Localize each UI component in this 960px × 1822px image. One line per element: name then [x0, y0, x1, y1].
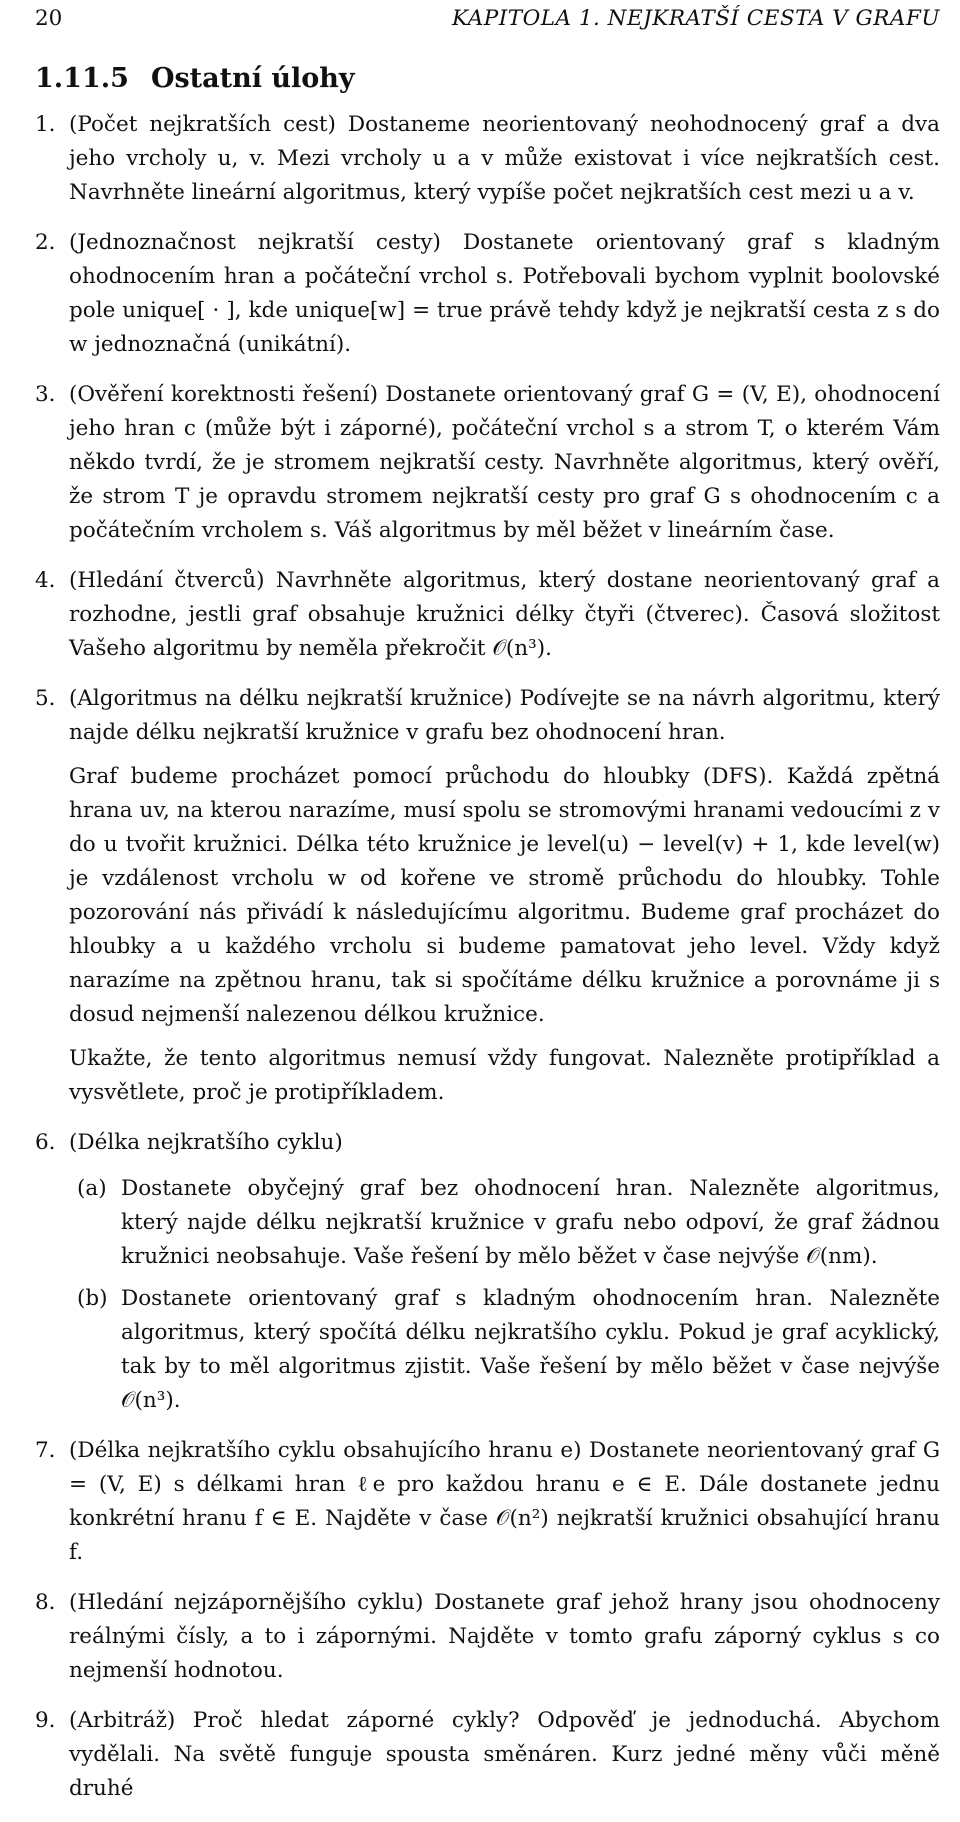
subtask-text: Dostanete orientovaný graf s kladným ohodnocením hran. Nalezněte algoritmus, který spočítá délku nejkratšího cyklu. Pokud je graf acyklický, tak by to měl algoritmus zjistit. Vaše řešení by mělo běžet v čase nejvýše 𝒪(n³). [121, 1286, 940, 1413]
section-title: Ostatní úlohy [150, 63, 355, 94]
task-number: 3. [35, 382, 56, 407]
task-paragraph: Graf budeme procházet pomocí průchodu do hloubky (DFS). Každá zpětná hrana uv, na kterou narazíme, musí spolu se stromovými hranami vedoucími z v do u tvořit kružnici. Délka této kružnice je level(u) − level(v) + 1, kde level(w) je vzdálenost vrcholu w od kořene ve stromě průchodu do hloubky. Tohle pozorování nás přivádí k následujícímu algoritmu. Budeme graf procházet do hloubky a u každého vrcholu si budeme pamatovat jeho level. Vždy když narazíme na zpětnou hranu, tak si spočítáme délku kružnice a porovnáme ji s dosud nejmenší nalezenou délkou kružnice. [69, 764, 940, 1027]
task-item [35, 1586, 940, 1688]
task-number: 2. [35, 230, 56, 255]
task-text: (Arbitráž) Proč hledat záporné cykly? Odpověď je jednoduchá. Abychom vydělali. Na světě funguje spousta směnáren. Kurz jedné měny vůči měně druhé [69, 1708, 940, 1801]
task-list [35, 108, 940, 1822]
task-text: (Hledání čtverců) Navrhněte algoritmus, který dostane neorientovaný graf a rozhodne, jestli graf obsahuje kružnici délky čtyři (čtverec). Časová složitost Vašeho algoritmu by neměla překročit 𝒪(n³). [69, 568, 940, 661]
running-header [35, 2, 940, 36]
task-item [35, 1704, 940, 1806]
section-heading [35, 62, 355, 96]
task-item [35, 1434, 940, 1570]
task-item [35, 1126, 940, 1418]
task-number: 4. [35, 568, 56, 593]
task-number: 6. [35, 1130, 56, 1155]
task-item [35, 682, 940, 1110]
task-item [35, 564, 940, 666]
section-number: 1.11.5 [35, 63, 129, 94]
task-text: (Algoritmus na délku nejkratší kružnice) Podívejte se na návrh algoritmu, který najde délku nejkratší kružnice v grafu bez ohodnocení hran. [69, 686, 940, 745]
task-number: 1. [35, 112, 56, 137]
subtask-label: (a) [77, 1176, 107, 1201]
task-item [35, 226, 940, 362]
task-text: (Počet nejkratších cest) Dostaneme neorientovaný neohodnocený graf a dva jeho vrcholy u, v. Mezi vrcholy u a v může existovat i více nejkratších cest. Navrhněte lineární algoritmus, který vypíše počet nejkratších cest mezi u a v. [69, 112, 940, 205]
subtask-list [69, 1172, 940, 1418]
task-text: (Jednoznačnost nejkratší cesty) Dostanete orientovaný graf s kladným ohodnocením hran a počáteční vrchol s. Potřebovali bychom vyplnit boolovské pole unique[ · ], kde unique[w] = true právě tehdy když je nejkratší cesta z s do w jednoznačná (unikátní). [69, 230, 940, 357]
subtask-item [69, 1172, 940, 1274]
task-text: (Ověření korektnosti řešení) Dostanete orientovaný graf G = (V, E), ohodnocení jeho hran c (může být i záporné), počáteční vrchol s a strom T, o kterém Vám někdo tvrdí, že je stromem nejkratší cesty. Navrhněte algoritmus, který ověří, že strom T je opravdu stromem nejkratší cesty pro graf G s ohodnocením c a počátečním vrcholem s. Váš algoritmus by měl běžet v lineárním čase. [69, 382, 940, 543]
subtask-text: Dostanete obyčejný graf bez ohodnocení hran. Nalezněte algoritmus, který najde délku nejkratší kružnice v grafu nebo odpoví, že graf žádnou kružnici neobsahuje. Vaše řešení by mělo běžet v čase nejvýše 𝒪(nm). [121, 1176, 940, 1269]
task-number: 7. [35, 1438, 56, 1463]
subtask-item [69, 1282, 940, 1418]
task-number: 8. [35, 1590, 56, 1615]
task-number: 9. [35, 1708, 56, 1733]
task-text: (Hledání nejzápornějšího cyklu) Dostanete graf jehož hrany jsou ohodnoceny reálnými čísly, a to i zápornými. Najděte v tomto grafu záporný cyklus s co nejmenší hodnotou. [69, 1590, 940, 1683]
running-title: KAPITOLA 1. NEJKRATŠÍ CESTA V GRAFU [452, 6, 940, 31]
task-item [35, 108, 940, 210]
task-text: (Délka nejkratšího cyklu obsahujícího hranu e) Dostanete neorientovaný graf G = (V, E) s délkami hran ℓe pro každou hranu e ∈ E. Dále dostanete jednu konkrétní hranu f ∈ E. Najděte v čase 𝒪(n²) nejkratší kružnici obsahující hranu f. [69, 1438, 940, 1565]
task-item [35, 378, 940, 548]
task-number: 5. [35, 686, 56, 711]
task-paragraph: Ukažte, že tento algoritmus nemusí vždy fungovat. Nalezněte protipříklad a vysvětlete, proč je protipříkladem. [69, 1046, 940, 1105]
subtask-label: (b) [77, 1286, 108, 1311]
task-text: (Délka nejkratšího cyklu) [69, 1130, 343, 1155]
page-number: 20 [35, 6, 63, 31]
